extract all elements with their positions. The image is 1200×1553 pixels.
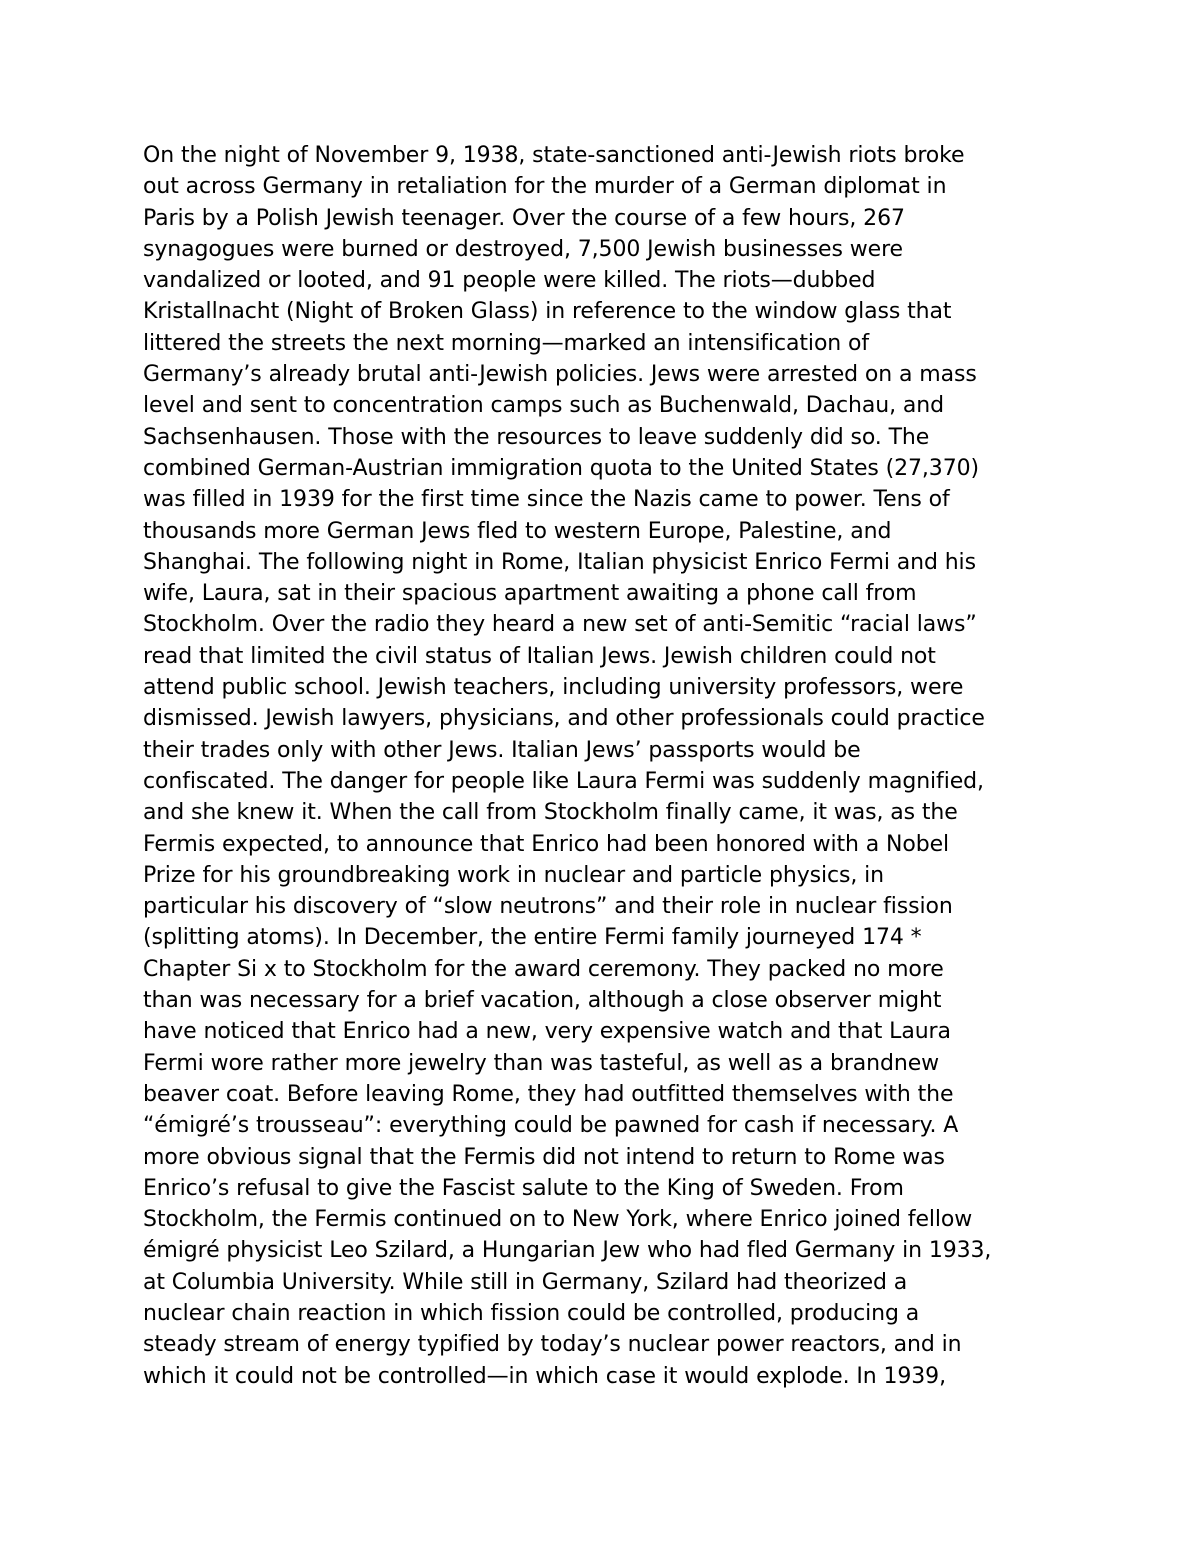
text-line: was filled in 1939 for the first time since the Nazis came to power. Tens of	[143, 487, 950, 513]
text-line: than was necessary for a brief vacation, although a close observer might	[143, 988, 942, 1014]
text-line: Prize for his groundbreaking work in nuclear and particle physics, in	[143, 862, 884, 888]
text-line: Sachsenhausen. Those with the resources to leave suddenly did so. The	[143, 424, 930, 450]
text-line: littered the streets the next morning—marked an intensification of	[143, 330, 870, 356]
text-line: Germany’s already brutal anti-Jewish policies. Jews were arrested on a mass	[143, 362, 977, 388]
text-line: beaver coat. Before leaving Rome, they had outfitted themselves with the	[143, 1081, 954, 1107]
text-line: Fermi wore rather more jewelry than was tasteful, as well as a brandnew	[143, 1050, 940, 1076]
text-line: émigré physicist Leo Szilard, a Hungarian Jew who had fled Germany in 1933,	[143, 1238, 992, 1264]
text-line: dismissed. Jewish lawyers, physicians, and other professionals could practice	[143, 706, 985, 732]
text-line: combined German-Austrian immigration quota to the United States (27,370)	[143, 455, 979, 481]
text-line: at Columbia University. While still in Germany, Szilard had theorized a	[143, 1269, 908, 1295]
text-line: Stockholm. Over the radio they heard a new set of anti-Semitic “racial laws”	[143, 612, 977, 638]
text-line: vandalized or looted, and 91 people were killed. The riots—dubbed	[143, 268, 876, 294]
text-line: thousands more German Jews fled to western Europe, Palestine, and	[143, 518, 892, 544]
text-line: read that limited the civil status of Italian Jews. Jewish children could not	[143, 643, 936, 669]
text-line: Fermis expected, to announce that Enrico had been honored with a Nobel	[143, 831, 950, 857]
text-line: Chapter Si x to Stockholm for the award ceremony. They packed no more	[143, 956, 944, 982]
text-line: synagogues were burned or destroyed, 7,500 Jewish businesses were	[143, 236, 903, 262]
text-line: Shanghai. The following night in Rome, Italian physicist Enrico Fermi and his	[143, 549, 976, 575]
text-line: Paris by a Polish Jewish teenager. Over the course of a few hours, 267	[143, 205, 905, 231]
text-line: particular his discovery of “slow neutrons” and their role in nuclear fission	[143, 894, 953, 920]
text-line: out across Germany in retaliation for the murder of a German diplomat in	[143, 174, 947, 200]
text-line: their trades only with other Jews. Italian Jews’ passports would be	[143, 737, 861, 763]
text-line: On the night of November 9, 1938, state-sanctioned anti-Jewish riots broke	[143, 143, 965, 168]
text-line: steady stream of energy typified by today’s nuclear power reactors, and in	[143, 1332, 962, 1358]
text-line: Kristallnacht (Night of Broken Glass) in reference to the window glass that	[143, 299, 952, 325]
text-line: Enrico’s refusal to give the Fascist salute to the King of Sweden. From	[143, 1175, 904, 1201]
body-text	[143, 140, 1103, 1392]
text-line: “émigré’s trousseau”: everything could be pawned for cash if necessary. A	[143, 1113, 959, 1139]
text-line: Stockholm, the Fermis continued on to New York, where Enrico joined fellow	[143, 1207, 973, 1233]
text-line: which it could not be controlled—in which case it would explode. In 1939,	[143, 1363, 946, 1389]
text-line: more obvious signal that the Fermis did not intend to return to Rome was	[143, 1144, 945, 1170]
text-line: confiscated. The danger for people like Laura Fermi was suddenly magnified,	[143, 768, 984, 794]
text-line: wife, Laura, sat in their spacious apartment awaiting a phone call from	[143, 581, 917, 607]
text-line: and she knew it. When the call from Stockholm finally came, it was, as the	[143, 800, 958, 826]
text-line: attend public school. Jewish teachers, including university professors, were	[143, 675, 964, 701]
text-line: (splitting atoms). In December, the entire Fermi family journeyed 174 *	[143, 925, 922, 951]
text-line: have noticed that Enrico had a new, very expensive watch and that Laura	[143, 1019, 951, 1045]
text-line: nuclear chain reaction in which fission could be controlled, producing a	[143, 1300, 920, 1326]
text-line: level and sent to concentration camps such as Buchenwald, Dachau, and	[143, 393, 944, 419]
